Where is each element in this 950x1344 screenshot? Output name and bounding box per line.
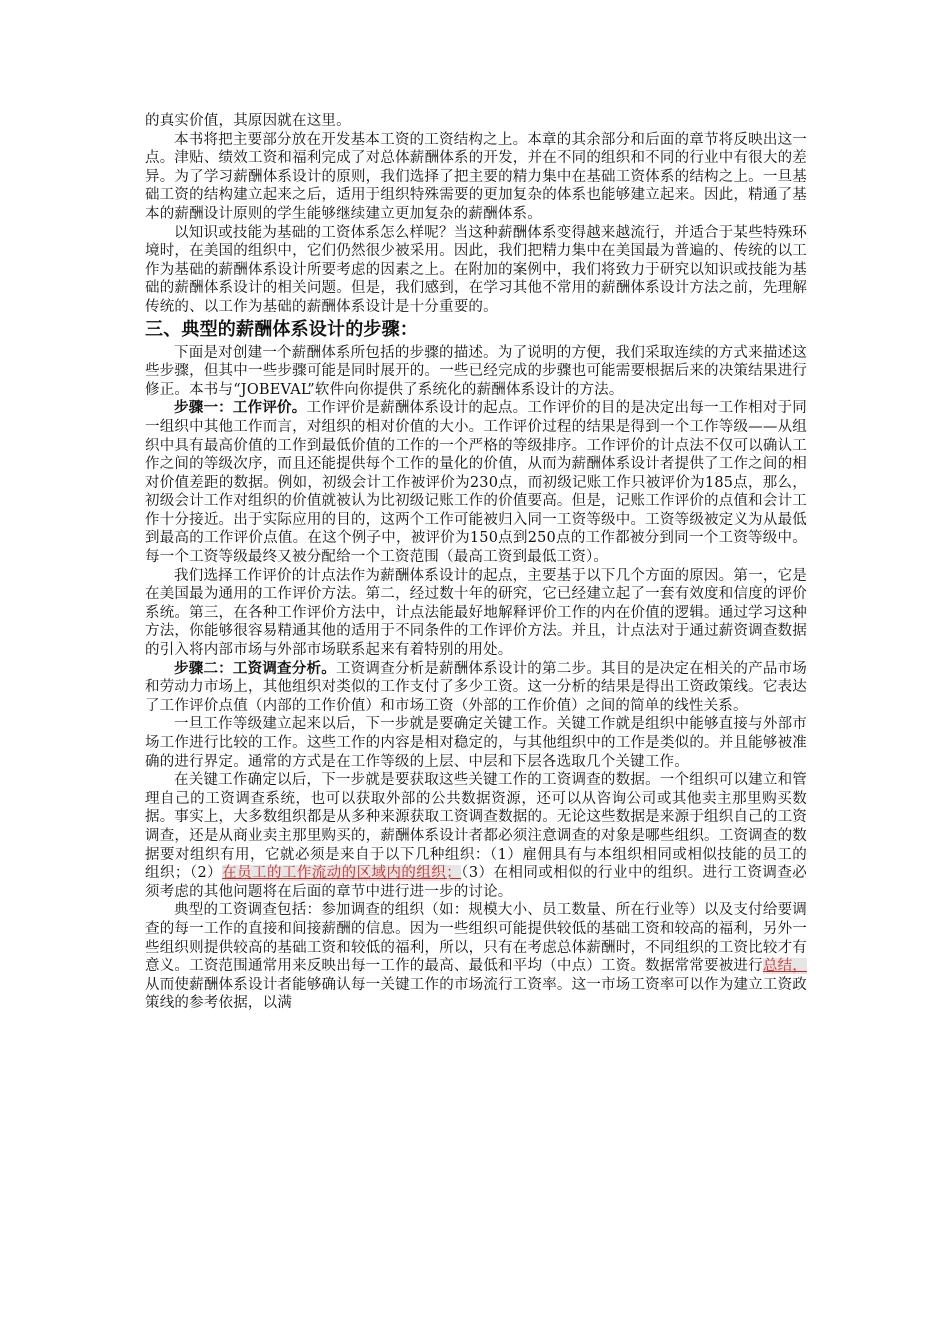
- text-run: （3）在相同或相似的行业中的组织。进行工资调查必须考虑的其他问题将在后面的章节中进行进一步的讨论。: [145, 865, 807, 900]
- text-run: 从而使薪酬体系设计者能够确认每一关键工作的市场流行工资率。这一市场工资率可以作为建立工资政策线的参考依据，以满: [145, 976, 807, 1012]
- paragraph-step-two: [145, 660, 807, 716]
- step-text: 工资调查分析是薪酬体系设计的第二步。其目的是决定在相关的产品市场和劳动力市场上，其他组织对类似的工作支付了多少工资。这一分析的结果是得出工资政策线。它表达了工作评价点值（内部的工作价值）和市场工资（外部的工作价值）之间的简单的线性关系。: [145, 660, 807, 714]
- paragraph: 一旦工作等级建立起来以后，下一步就是要确定关键工作。关键工作就是组织中能够直接与外部市场工作进行比较的工作。这些工作的内容是相对稳定的，与其他组织中的工作是类似的。并且能够被准确的进行界定。通常的方式是在工作等级的上层、中层和下层各选取几个关键工作。: [145, 716, 807, 770]
- paragraph: 我们选择工作评价的计点法作为薪酬体系设计的起点，主要基于以下几个方面的原因。第一，它是在美国最为通用的工作评价方法。第二，经过数十年的研究，它已经建立起了一套有效度和信度的评价系统。第三，在各种工作评价方法中，计点法能最好地解释评价工作的内在价值的逻辑。通过学习这种方法，你能够很容易精通其他的适用于不同条件的工作评价方法。并且，计点法对于通过薪资调查数据的引入将内部市场与外部市场联系起来有着特别的用处。: [145, 567, 807, 659]
- paragraph-continuation: 的真实价值，其原因就在这里。: [145, 113, 351, 129]
- paragraph-step-one: [145, 399, 807, 566]
- tracked-change-mark[interactable]: 总结，: [762, 958, 807, 975]
- step-label: 步骤二：工资调查分析。: [174, 659, 336, 677]
- step-text: 工作评价是薪酬体系设计的起点。工作评价的目的是决定出每一工作相对于同一组织中其他工作而言，对组织的相对价值的大小。工作评价过程的结果是得到一个工作等级——从组织中具有最高价值的工作到最低价值的工作的一个严格的等级排序。工作评价的计点法不仅可以确认工作之间的等级次序，而且还能提供每个工作的量化的价值，从而为薪酬体系设计者提供了工作之间的相对价值差距的数据。例如，初级会计工作被评价为230点，而初级记账工作只被评价为185点，那么，初级会计工作对组织的价值就被认为比初级记账工作的价值要高。但是，记账工作评价的点值和会计工作十分接近。出于实际应用的目的，这两个工作可能被归入同一工资等级中。工资等级被定义为从最低到最高的工作评价点值。在这个例子中，被评价为150点到250点的工作都被分到同一个工资等级中。每一个工资等级最终又被分配给一个工资范围（最高工资到最低工资）。: [145, 400, 807, 566]
- step-label: 步骤一：工作评价。: [174, 399, 307, 417]
- document-page: [145, 112, 807, 1013]
- paragraph: 本书将把主要部分放在开发基本工资的工资结构之上。本章的其余部分和后面的章节将反映出这一点。津贴、绩效工资和福利完成了对总体薪酬体系的开发，并在不同的组织和不同的行业中有很大的差异。为了学习薪酬体系设计的原则，我们选择了把主要的精力集中在基础工资体系的结构之上。一旦基础工资的结构建立起来之后，适用于组织特殊需要的更加复杂的体系也能够建立起来。因此，精通了基本的薪酬设计原则的学生能够继续建立更加复杂的薪酬体系。: [145, 131, 807, 222]
- text-run: 在关键工作确定以后，下一步就是要获取这些关键工作的工资调查的数据。一个组织可以建立和管理自己的工资调查系统，也可以获取外部的公共数据资源，还可以从咨询公司或其他卖主那里购买数据。事实上，大多数组织都是从多种来源获取工资调查数据的。无论这些数据是来源于组织自己的工资调查，还是从商业卖主那里购买的，薪酬体系设计者都必须注意调查的对象是哪些组织。工资调查的数据要对组织有用，它就必须是来自于以下几种组织：（1）雇佣具有与本组织相同或相似技能的员工的组织；（2）: [145, 772, 807, 882]
- paragraph: 下面是对创建一个薪酬体系所包括的步骤的描述。为了说明的方便，我们采取连续的方式来描述这些步骤，但其中一些步骤可能是同时展开的。一些已经完成的步骤也可能需要根据后来的决策结果进行修正。本书与“JOBEVAL”软件向你提供了系统化的薪酬体系设计的方法。: [145, 344, 807, 398]
- section-heading: 三、典型的薪酬体系设计的步骤：: [145, 318, 418, 340]
- text-run: 典型的工资调查包括：参加调查的组织（如：规模大小、员工数量、所在行业等）以及支付给要调查的每一工作的直接和间接薪酬的信息。因为一些组织可能提供较低的基础工资和较高的福利，另外一些组织则提供较高的基础工资和较低的福利，所以，只有在考虑总体薪酬时，不同组织的工资比较才有意义。工资范围通常用来反映出每一工作的最高、最低和平均（中点）工资。数据常常要被进行: [145, 902, 807, 975]
- paragraph: 以知识或技能为基础的工资体系怎么样呢？当这种薪酬体系变得越来越流行，并适合于某些特殊环境时，在美国的组织中，它们仍然很少被采用。因此，我们把精力集中在美国最为普遍的、传统的以工作为基础的薪酬体系设计所要考虑的因素之上。在附加的案例中，我们将致力于研究以知识或技能为基础的薪酬体系设计的相关问题。但是，我们感到，在学习其他不常用的薪酬体系设计方法之前，先理解传统的、以工作为基础的薪酬体系设计是十分重要的。: [145, 224, 807, 315]
- tracked-change-mark[interactable]: 在员工的工作流动的区域内的组织；: [222, 865, 461, 882]
- paragraph: [145, 901, 807, 1013]
- paragraph: [145, 771, 807, 901]
